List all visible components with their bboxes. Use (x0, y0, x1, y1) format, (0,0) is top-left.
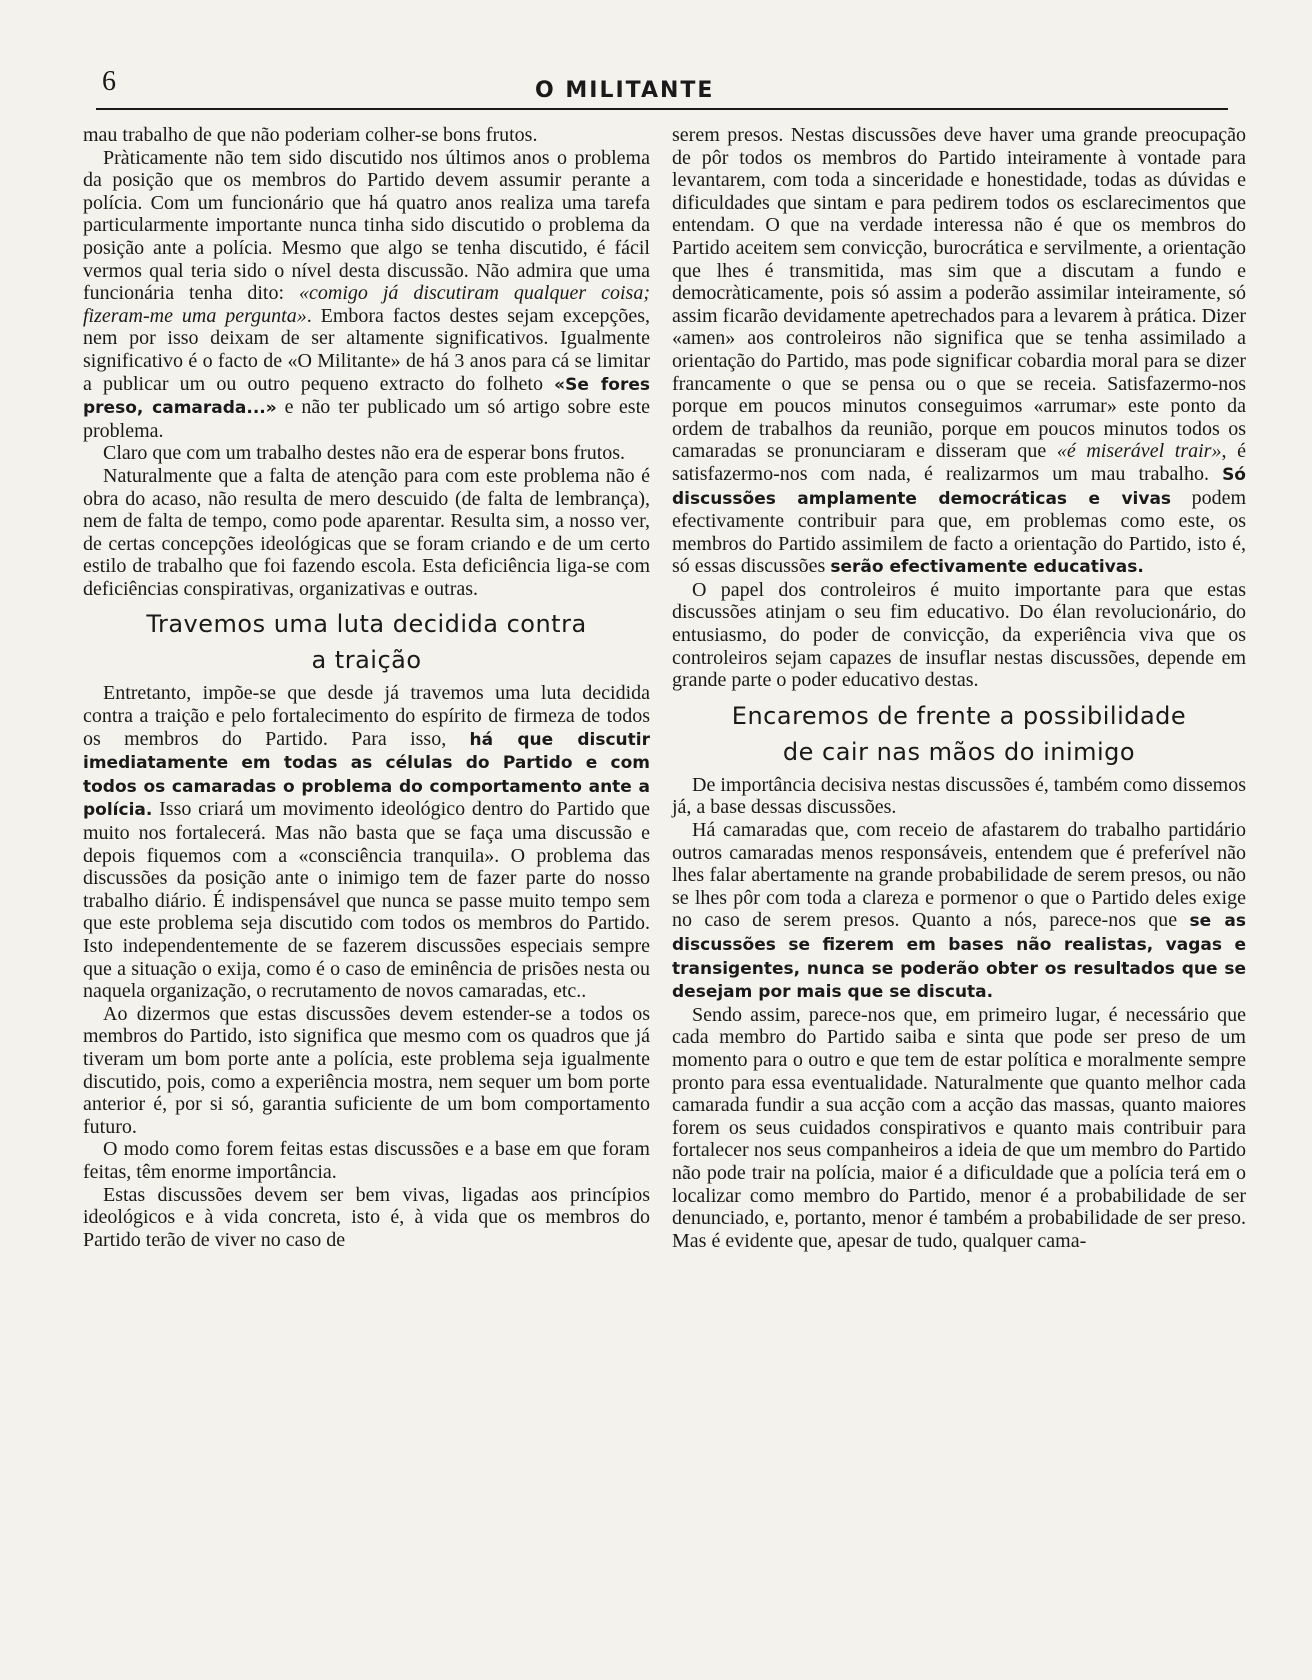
publication-title: O MILITANTE (535, 78, 715, 103)
header-rule (96, 108, 1228, 110)
section-heading: Encaremos de frente a possibilidade de cair nas mãos do inimigo (731, 701, 1187, 766)
paragraph: Entretanto, impõe-se que desde já travemos uma luta decidida contra a traição e pelo fortalecimento do espírito de firmeza de todos os membros do Partido. Para isso, há que discutir imediatamente em todas as células do Partido e com todos os camaradas o problema do comportamento ante a polícia. Isso criará um movimento ideológico dentro do Partido que muito nos fortalecerá. Mas não basta que se faça uma discussão e depois fiquemos com a «consciência tranquila». O problema das discussões da posição ante o inimigo tem de fazer parte do nosso trabalho diário. É indispensável que nunca se passe muito tempo sem que este problema seja discutido com todos os membros do Partido. Isto independentemente de se fazerem discussões especiais sempre que a situação o exija, como é o caso de eminência de prisões nesta ou naquela organização, o recrutamento de novos camaradas, etc.. (83, 682, 650, 1003)
left-column (83, 124, 650, 1251)
paragraph: Ao dizermos que estas discussões devem estender-se a todos os membros do Partido, isto significa que mesmo com os quadros que já tiveram um bom porte ante a polícia, este problema seja igualmente discutido, pois, como a experiência mostra, nem sequer um bom porte anterior é, por si só, garantia suficiente de um bom comportamento futuro. (83, 1002, 650, 1138)
paragraph: Claro que com um trabalho destes não era de esperar bons frutos. (103, 442, 626, 465)
paragraph: Sendo assim, parece-nos que, em primeiro lugar, é necessário que cada membro do Partido saiba e sinta que pode ser preso de um momento para o outro e que tem de estar política e moralmente sempre pronto para essa eventualidade. Naturalmente que quanto melhor cada camarada fundir a sua acção com a acção das massas, quanto maiores forem os seus cuidados conspirativos e quanto mais contribuir para fortalecer nos seus companheiros a ideia de que um membro do Partido não pode trair na polícia, maior é a dificuldade que a polícia terá em o localizar como membro do Partido, menor é a probabilidade de ser denunciado, e, portanto, menor é também a probabilidade de ser preso. Mas é evidente que, apesar de tudo, qualquer cama- (672, 1003, 1246, 1252)
paragraph: O modo como forem feitas estas discussões e a base em que foram feitas, têm enorme importância. (83, 1138, 650, 1183)
paragraph: mau trabalho de que não poderiam colher-se bons frutos. (83, 124, 538, 146)
paragraph: Estas discussões devem ser bem vivas, ligadas aos princípios ideológicos e à vida concreta, isto é, à vida que os membros do Partido terão de viver no caso de (83, 1183, 650, 1251)
paragraph: Há camaradas que, com receio de afastarem do trabalho partidário outros camaradas menos responsáveis, entendem que é preferível não lhes falar abertamente na grande probabilidade de serem presos, ou não se lhes pôr com toda a clareza e pormenor o que o Partido deles exige no caso de serem presos. Quanto a nós, parece-nos que se as discussões se fizerem em bases não realistas, vagas e transigentes, nunca se poderão obter os resultados que se desejam por mais que se discuta. (672, 819, 1246, 1003)
right-column (672, 124, 1246, 1252)
section-heading: Travemos uma luta decidida contra a traição (146, 610, 587, 675)
paragraph: Pràticamente não tem sido discutido nos últimos anos o problema da posição que os membros do Partido devem assumir perante a polícia. Com um funcionário que há quatro anos realiza uma tarefa particularmente importante nunca tinha sido discutido o problema da posição ante a polícia. Mesmo que algo se tenha discutido, é fácil vermos qual teria sido o nível desta discussão. Não admira que uma funcionária tenha dito: «comigo já discutiram qualquer coisa; fizeram-me uma pergunta». Embora factos destes sejam excepções, nem por isso deixam de ser altamente significativos. Igualmente significativo é o facto de «O Militante» de há 3 anos para cá se limitar a publicar um ou outro pequeno extracto do folheto «Se fores preso, camarada...» e não ter publicado um só artigo sobre este problema. (83, 146, 651, 442)
page-number: 6 (102, 66, 116, 97)
paragraph: De importância decisiva nestas discussões é, também como dissemos já, a base dessas discussões. (672, 773, 1246, 819)
paragraph: serem presos. Nestas discussões deve haver uma grande preocupação de pôr todos os membros do Partido inteiramente à vontade para levantarem, com toda a sinceridade e honestidade, todas as dúvidas e dificuldades que sintam e para pedirem todos os esclarecimentos que entendam. O que na verdade interessa não é que os membros do Partido aceitem sem convicção, burocrática e servilmente, a orientação que lhes é transmitida, mas sim que a discutam a fundo e democràticamente, pois só assim a poderão assimilar inteiramente, só assim ficarão devidamente apetrechados para a levarem à prática. Dizer «amen» aos controleiros não significa que se tenha assimilado a orientação do Partido, mas pode significar cobardia moral para se dizer francamente o que se pensa ou o que se receia. Satisfazermo-nos porque em poucos minutos conseguimos «arrumar» este ponto da ordem de trabalhos da reunião, porque em poucos minutos todos os camaradas se pronunciaram e disseram que «é miserável trair», é satisfazermo-nos com nada, é realizarmos um mau trabalho. Só discussões amplamente democráticas e vivas podem efectivamente contribuir para que, em problemas como este, os membros do Partido assimilem de facto a orientação do Partido, isto é, só essas discussões serão efectivamente educativas. (672, 124, 1247, 578)
paragraph: Naturalmente que a falta de atenção para com este problema não é obra do acaso, não resulta de mero descuido (de falta de lembrança), nem de falta de tempo, como pode aparentar. Resulta sim, a nosso ver, de certas concepções ideológicas que se foram criando e de um certo estilo de trabalho que foi fazendo escola. Esta deficiência liga-se com deficiências conspirativas, organizativas e outras. (83, 464, 650, 600)
paragraph: O papel dos controleiros é muito importante para que estas discussões atinjam o seu fim educativo. Do élan revolucionário, do entusiasmo, do poder de convicção, da experiência viva que os controleiros sejam capazes de insuflar nestas discussões, depende em grande parte o poder educativo destas. (672, 578, 1246, 692)
